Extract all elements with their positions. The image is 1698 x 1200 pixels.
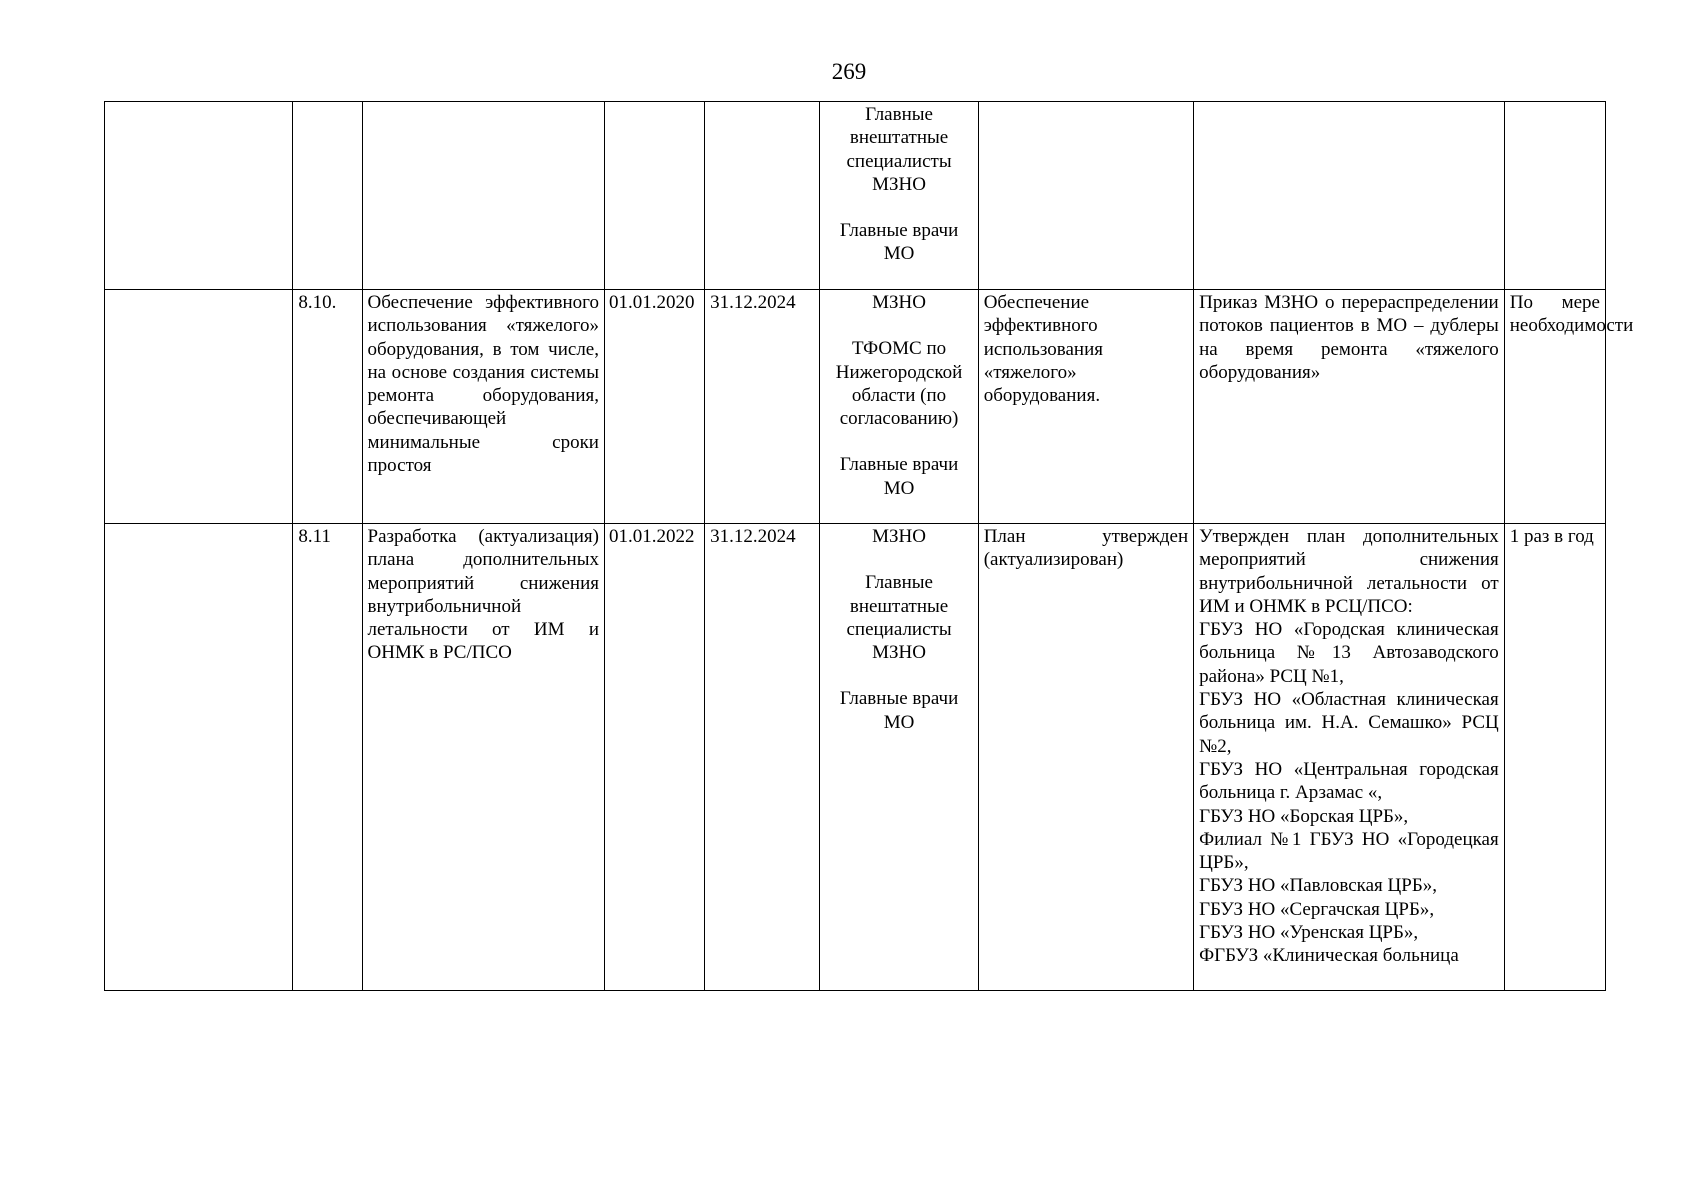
document-line: ГБУЗ НО «Павловская ЦРБ», — [1199, 875, 1437, 897]
responsible-item: ТФОМС по Нижегородской области (по согласованию) — [835, 338, 963, 430]
document-line: ФГБУЗ «Клиническая больница — [1199, 945, 1459, 967]
cell-end-date: 31.12.2024 — [705, 290, 820, 524]
cell-result: Обеспечение эффективного использования «тяжелого» оборудования. — [978, 290, 1193, 524]
cell-title: Разработка (актуализация) плана дополнительных мероприятий снижения внутрибольничной летальности от ИМ и ОНМК в РС/ПСО — [362, 524, 604, 991]
cell-end-date — [705, 102, 820, 290]
document-line: Филиал №1 ГБУЗ НО «Городецкая ЦРБ», — [1199, 828, 1499, 874]
cell-document — [1194, 524, 1505, 991]
cell-num — [293, 102, 362, 290]
cell-result — [978, 102, 1193, 290]
plan-table — [104, 101, 1634, 991]
cell-blank — [105, 524, 293, 991]
cell-frequency: По мере необходимости — [1504, 290, 1605, 524]
cell-frequency: 1 раз в год — [1504, 524, 1605, 991]
document-line: ГБУЗ НО «Областная клиническая больница им. Н.А. Семашко» РСЦ №2, — [1199, 689, 1499, 757]
document-line: Утвержден план дополнительных мероприятий снижения внутрибольничной летальности от ИМ и ОНМК в РСЦ/ПСО: — [1199, 526, 1499, 617]
responsible-item: МЗНО — [872, 526, 926, 547]
page-number: 269 — [831, 59, 867, 84]
cell-responsible — [820, 524, 978, 991]
cell-title: Обеспечение эффективного использования «тяжелого» оборудования, в том числе, на основе создания системы ремонта оборудования, обеспечивающей минимальные сроки простоя — [362, 290, 604, 524]
cell-document: Приказ МЗНО о перераспределении потоков пациентов в МО – дублеры на время ремонта «тяжелого оборудования» — [1194, 290, 1505, 524]
responsible-item: МЗНО — [872, 292, 926, 313]
cell-num: 8.11 — [293, 524, 362, 991]
table-row-8-11 — [105, 524, 1606, 991]
cell-start-date: 01.01.2020 — [604, 290, 704, 524]
cell-frequency — [1504, 102, 1605, 290]
document-line: ГБУЗ НО «Центральная городская больница г. Арзамас «, — [1199, 758, 1499, 804]
document-line: ГБУЗ НО «Борская ЦРБ», — [1199, 805, 1409, 827]
cell-title — [362, 102, 604, 290]
cell-document — [1194, 102, 1505, 290]
cell-responsible — [820, 290, 978, 524]
document-line: ГБУЗ НО «Городская клиническая больница №13 Автозаводского района» РСЦ №1, — [1199, 619, 1499, 687]
document-line: ГБУЗ НО «Сергачская ЦРБ», — [1199, 898, 1435, 920]
cell-start-date: 01.01.2022 — [604, 524, 704, 991]
cell-responsible — [820, 102, 978, 290]
responsible-item: Главные врачи МО — [839, 454, 959, 499]
cell-num: 8.10. — [293, 290, 362, 524]
cell-result: План утвержден (актуализирован) — [978, 524, 1193, 991]
document-line: ГБУЗ НО «Уренская ЦРБ», — [1199, 922, 1419, 944]
responsible-item: Главные внештатные специалисты МЗНО — [846, 572, 952, 664]
cell-blank — [105, 102, 293, 290]
cell-start-date — [604, 102, 704, 290]
cell-blank — [105, 290, 293, 524]
table-row-continuation — [105, 102, 1606, 290]
responsible-item: Главные врачи МО — [839, 220, 959, 265]
responsible-item: Главные врачи МО — [839, 688, 959, 733]
responsible-item: Главные внештатные специалисты МЗНО — [846, 104, 952, 195]
table-row-8-10 — [105, 290, 1606, 524]
cell-end-date: 31.12.2024 — [705, 524, 820, 991]
